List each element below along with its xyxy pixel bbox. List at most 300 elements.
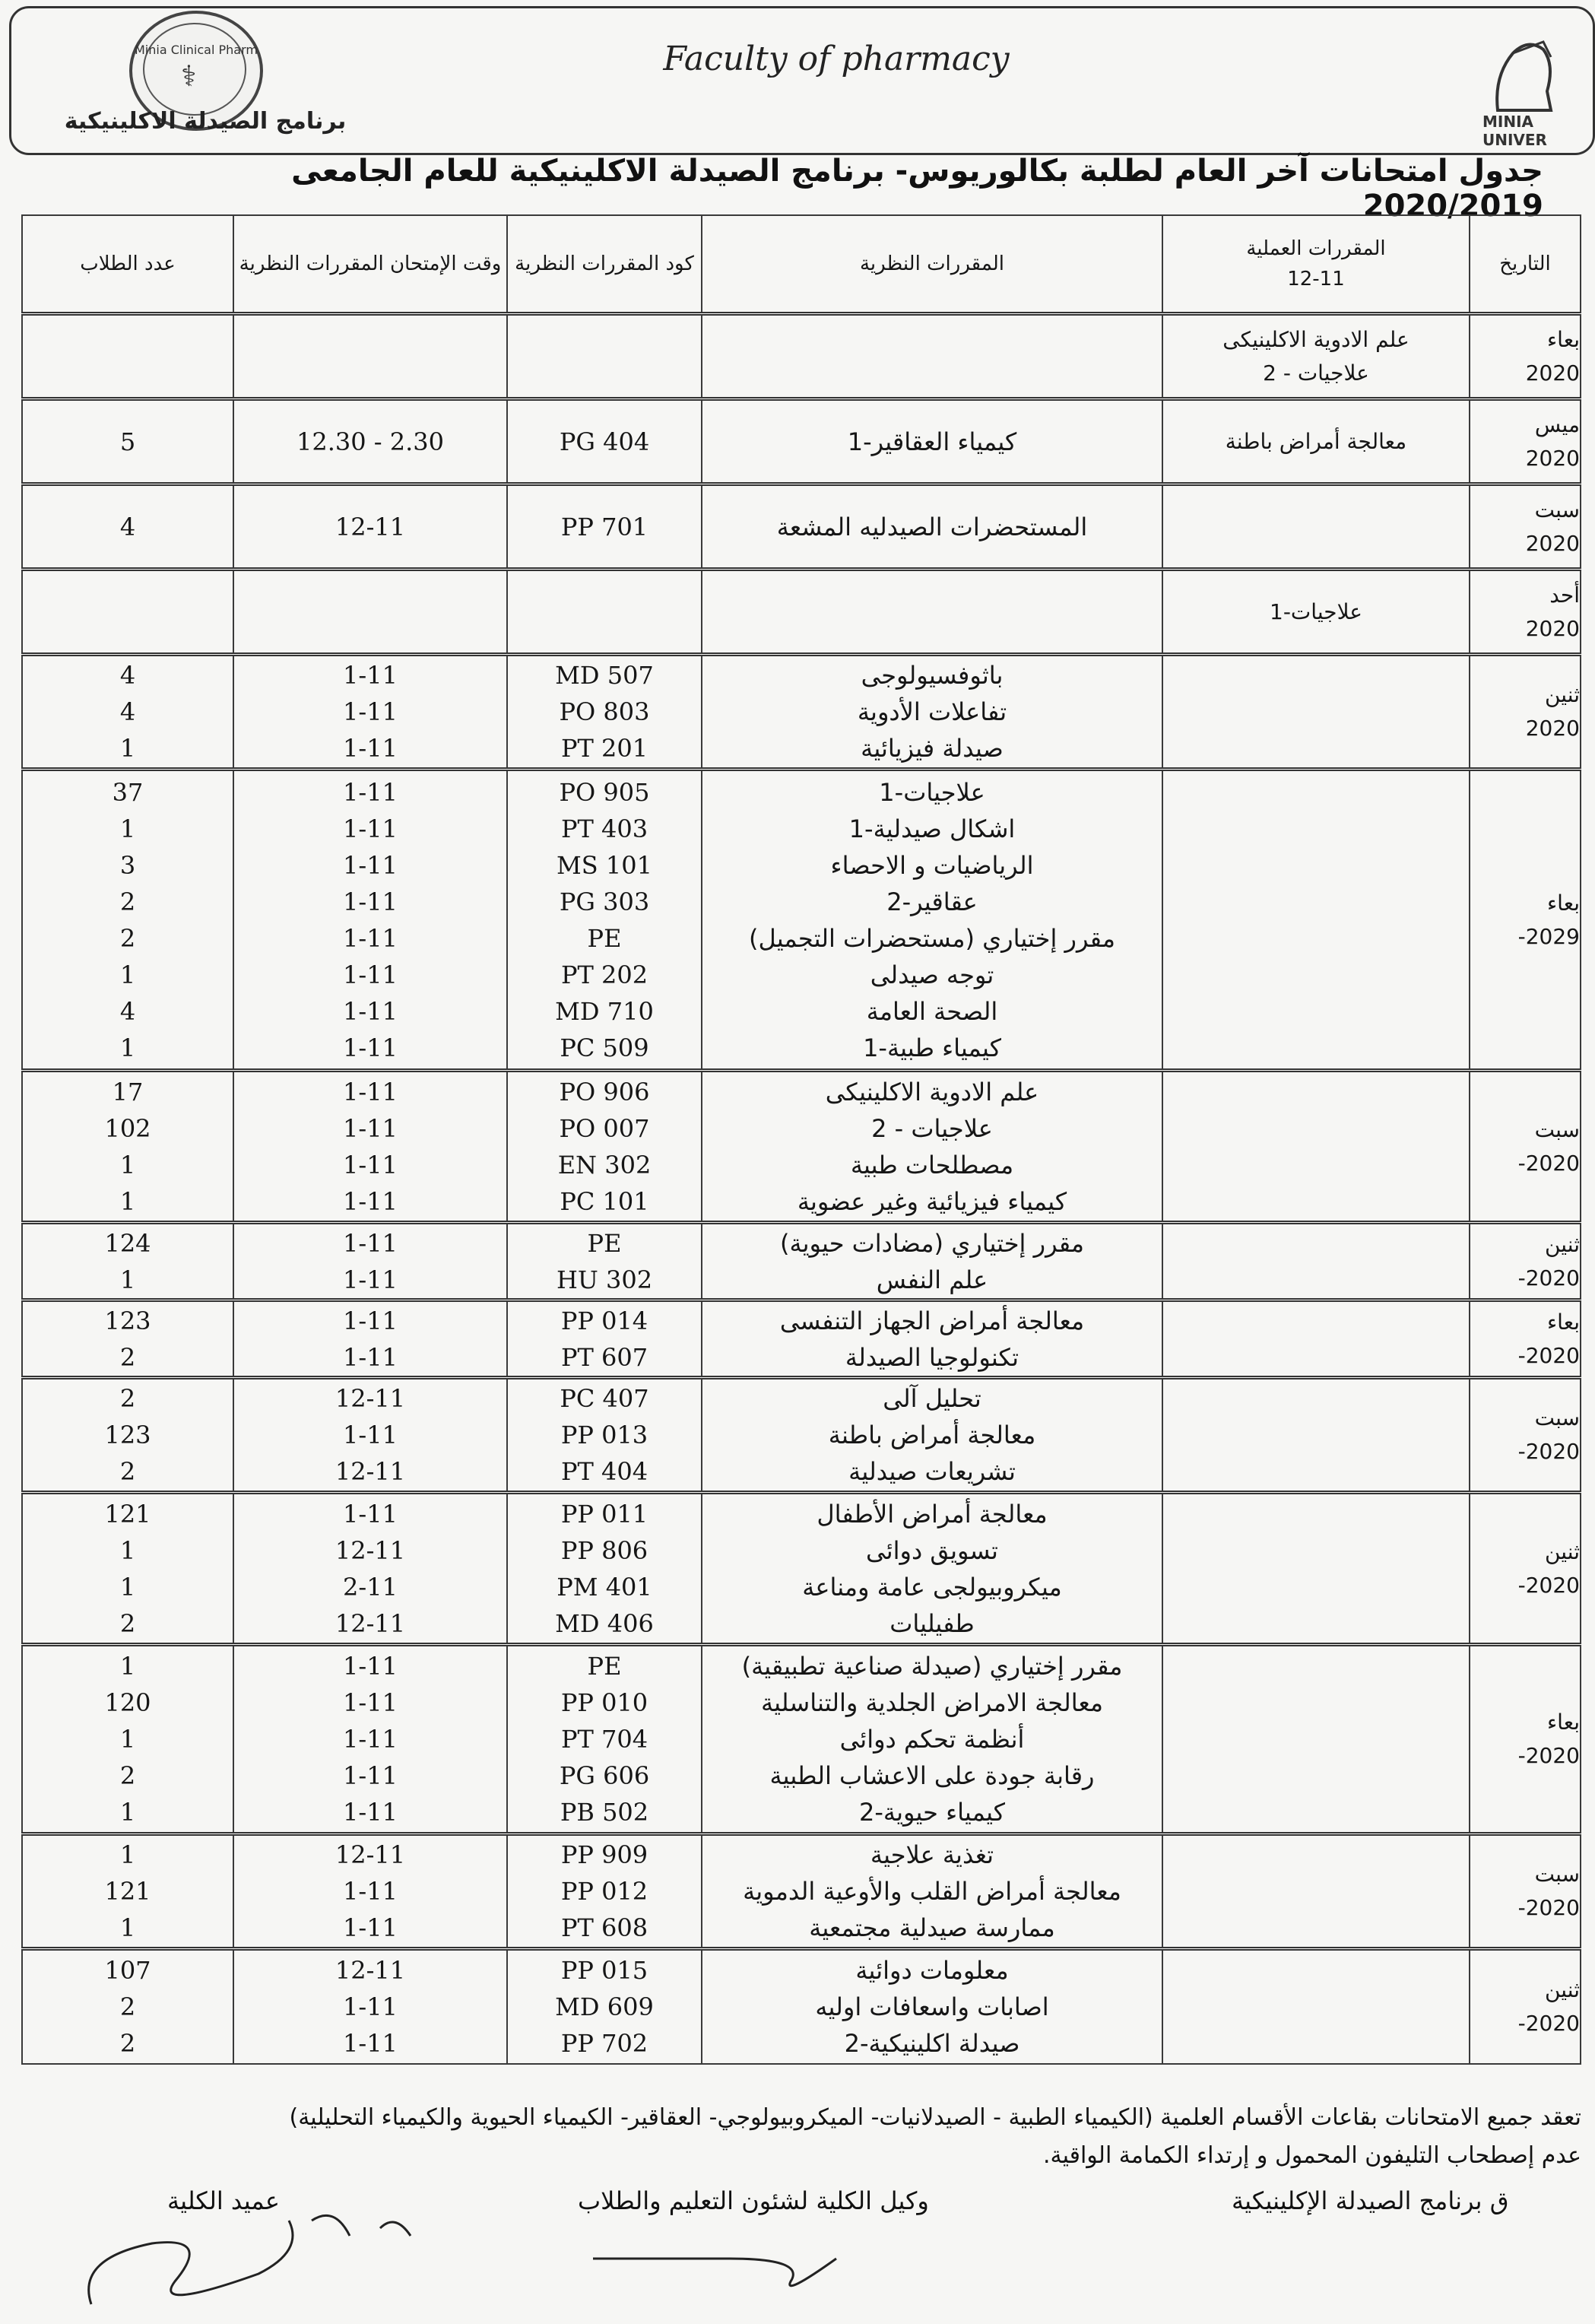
- course-code-line: PC 407: [560, 1384, 649, 1413]
- practical-course-cell: [1162, 570, 1470, 655]
- theory-course-line: علاجيات - 2: [871, 1113, 993, 1143]
- col-header-time: وقت الإمتحان المقررات النظرية: [233, 215, 507, 314]
- theory-course-line: اشكال صيدلية-1: [848, 814, 1016, 843]
- exam-time-line: 12-11: [335, 1457, 406, 1486]
- theory-course-cell: [702, 484, 1162, 570]
- date-line: بعاء: [1547, 1710, 1580, 1735]
- exam-time-cell: [233, 399, 507, 484]
- theory-course-line: كيمياء العقاقير-1: [847, 427, 1017, 456]
- course-code-line: PP 701: [560, 512, 648, 541]
- student-count-line: 4: [119, 512, 136, 541]
- course-code-cell: [507, 1378, 702, 1493]
- student-count-line: 4: [119, 697, 136, 726]
- exam-time-line: 1-11: [343, 1033, 398, 1062]
- student-count-cell: [22, 484, 233, 570]
- student-count-line: 1: [119, 1186, 136, 1216]
- table-row: [22, 1834, 1581, 1949]
- course-code-line: PE: [587, 1652, 622, 1681]
- date-line: 2020-: [1517, 2010, 1580, 2036]
- exam-time-line: 1-11: [343, 1077, 398, 1106]
- practical-course-line: علاجيات-1: [1270, 598, 1362, 624]
- theory-course-line: كيمياء فيزيائية وغير عضوية: [797, 1186, 1067, 1216]
- table-row: [22, 484, 1581, 570]
- course-code-line: MD 710: [555, 996, 654, 1026]
- exam-time-cell: [233, 484, 507, 570]
- student-count-line: 5: [119, 427, 136, 456]
- student-count-line: 1: [119, 1150, 136, 1179]
- course-code-line: PT 403: [560, 814, 648, 843]
- page-header: [0, 0, 1572, 160]
- course-code-cell: [507, 314, 702, 399]
- theory-course-line: كيمياء حيوية-2: [859, 1798, 1005, 1827]
- exam-time-line: 1-11: [343, 923, 398, 953]
- date-line: بعاء: [1547, 326, 1580, 352]
- vice-dean-signature: [578, 2228, 988, 2304]
- date-cell: [1470, 314, 1581, 399]
- exam-time-line: 1-11: [343, 2028, 398, 2058]
- student-count-line: 123: [104, 1421, 151, 1449]
- student-count-cell: [22, 314, 233, 399]
- practical-course-cell: [1162, 1300, 1470, 1378]
- practical-course-cell: [1162, 484, 1470, 570]
- course-code-line: PE: [587, 1228, 622, 1258]
- course-code-cell: [507, 1834, 702, 1949]
- col-header-theory: المقررات النظرية: [702, 215, 1162, 314]
- theory-course-line: تغذية علاجية: [870, 1840, 994, 1869]
- course-code-line: PP 806: [560, 1535, 648, 1565]
- exam-time-line: 1-11: [343, 850, 398, 880]
- theory-course-cell: [702, 1493, 1162, 1645]
- exam-time-cell: [233, 1949, 507, 2064]
- exam-time-line: 1-11: [343, 1761, 398, 1790]
- course-code-line: PO 803: [559, 697, 650, 726]
- theory-course-line: مقرر إختياري (مستحضرات التجميل): [749, 923, 1115, 953]
- course-code-line: PM 401: [557, 1572, 652, 1602]
- student-count-cell: [22, 1378, 233, 1493]
- table-row: [22, 570, 1581, 655]
- signature-dean: عميد الكلية: [167, 2186, 280, 2215]
- course-code-line: PP 011: [560, 1499, 648, 1529]
- date-line: 2020-: [1517, 1572, 1580, 1598]
- date-line: بعاء: [1547, 1309, 1580, 1335]
- date-cell: [1470, 484, 1581, 570]
- theory-course-line: اصابات واسعافات اوليه: [815, 1992, 1049, 2021]
- course-code-line: PO 007: [559, 1113, 650, 1143]
- university-name: MINIA UNIVER: [1482, 113, 1547, 149]
- date-line: 2020-: [1517, 1743, 1580, 1768]
- theory-course-line: كيمياء طبية-1: [863, 1033, 1001, 1062]
- student-count-cell: [22, 1949, 233, 2064]
- theory-course-line: تشريعات صيدلية: [848, 1457, 1016, 1486]
- course-code-cell: [507, 770, 702, 1071]
- practical-course-cell: [1162, 1834, 1470, 1949]
- student-count-line: 107: [104, 1955, 151, 1985]
- theory-course-line: الصحة العامة: [866, 996, 998, 1026]
- course-code-cell: [507, 655, 702, 770]
- exam-time-line: 1-11: [343, 1798, 398, 1827]
- course-code-line: PP 015: [560, 1955, 648, 1985]
- theory-course-line: باثوفسيولوجى: [861, 661, 1004, 690]
- faculty-title: Faculty of pharmacy: [663, 40, 1010, 78]
- table-row: [22, 770, 1581, 1071]
- student-count-cell: [22, 1493, 233, 1645]
- date-line: 2020-: [1517, 1439, 1580, 1464]
- course-code-line: PE: [587, 923, 622, 953]
- theory-course-line: معالجة أمراض الأطفال: [817, 1499, 1048, 1529]
- course-code-line: PG 404: [559, 427, 650, 456]
- note-line-1: تعقد جميع الامتحانات بقاعات الأقسام العلمية (الكيمياء الطبية - الصيدلانيات- الميكروبيولوجي- العقاقير- الكيمياء الحيوية والكيمياء التحليلية): [289, 2104, 1581, 2131]
- exam-time-line: 12.30 - 2.30: [296, 427, 444, 456]
- practical-course-line: علم الادوية الاكلينيكى: [1222, 326, 1409, 352]
- exam-time-line: 12-11: [335, 512, 406, 541]
- student-count-line: 1: [119, 814, 136, 843]
- student-count-line: 2: [119, 1457, 136, 1486]
- date-line: 2020-: [1517, 1150, 1580, 1176]
- course-code-line: PG 303: [559, 887, 650, 916]
- date-cell: [1470, 1300, 1581, 1378]
- student-count-line: 4: [119, 661, 136, 690]
- date-line: بعاء: [1547, 890, 1580, 916]
- practical-course-cell: [1162, 314, 1470, 399]
- exam-time-line: 1-11: [343, 1688, 398, 1717]
- course-code-line: PP 014: [560, 1306, 648, 1335]
- course-code-line: MS 101: [557, 850, 652, 880]
- theory-course-line: الرياضيات و الاحصاء: [830, 850, 1034, 880]
- date-line: ثنين: [1544, 1231, 1580, 1257]
- student-count-line: 3: [119, 850, 136, 880]
- theory-course-cell: [702, 1645, 1162, 1834]
- date-line: 2020-: [1517, 1895, 1580, 1920]
- course-code-line: MD 507: [555, 661, 654, 690]
- student-count-line: 1: [119, 1725, 136, 1754]
- exam-time-line: 1-11: [343, 960, 398, 989]
- exam-time-cell: [233, 314, 507, 399]
- course-code-cell: [507, 570, 702, 655]
- exam-time-line: 2-11: [343, 1572, 398, 1602]
- course-code-line: PP 702: [560, 2028, 648, 2058]
- student-count-line: 102: [104, 1113, 151, 1143]
- student-count-line: 2: [119, 887, 136, 916]
- course-code-cell: [507, 1949, 702, 2064]
- student-count-line: 17: [112, 1077, 144, 1106]
- col-header-code: كود المقررات النظرية: [507, 215, 702, 314]
- exam-time-line: 12-11: [335, 1384, 406, 1413]
- theory-course-line: معالجة أمراض الجهاز التنفسى: [779, 1306, 1085, 1335]
- theory-course-cell: [702, 399, 1162, 484]
- course-code-line: PP 012: [560, 1877, 648, 1906]
- course-code-cell: [507, 1300, 702, 1378]
- student-count-cell: [22, 1645, 233, 1834]
- theory-course-cell: [702, 1949, 1162, 2064]
- table-row: [22, 399, 1581, 484]
- table-row: [22, 655, 1581, 770]
- student-count-line: 120: [104, 1688, 151, 1717]
- course-code-line: PT 704: [560, 1725, 648, 1754]
- date-cell: [1470, 399, 1581, 484]
- table-row: [22, 1949, 1581, 2064]
- theory-course-line: ميكروبيولجى عامة ومناعة: [802, 1572, 1062, 1602]
- course-code-line: PT 404: [560, 1457, 648, 1486]
- student-count-line: 1: [119, 960, 136, 989]
- theory-course-line: ممارسة صيدلية مجتمعية: [809, 1913, 1055, 1942]
- date-cell: [1470, 770, 1581, 1071]
- date-line: سبت: [1534, 1116, 1580, 1142]
- theory-course-line: أنظمة تحكم دوائى: [839, 1725, 1025, 1754]
- student-count-line: 2: [119, 1992, 136, 2021]
- table-row: [22, 1378, 1581, 1493]
- theory-course-cell: [702, 1378, 1162, 1493]
- theory-course-line: صيدلة فيزيائية: [861, 734, 1004, 763]
- course-code-line: PB 502: [560, 1798, 649, 1827]
- exam-time-cell: [233, 1300, 507, 1378]
- student-count-line: 2: [119, 923, 136, 953]
- notes-block: [15, 2099, 1581, 2175]
- date-line: سبت: [1534, 1405, 1580, 1430]
- theory-course-line: توجه صيدلى: [870, 960, 994, 989]
- course-code-line: PP 013: [560, 1421, 648, 1449]
- course-code-cell: [507, 1071, 702, 1223]
- date-cell: [1470, 570, 1581, 655]
- course-code-line: EN 302: [557, 1150, 652, 1179]
- caduceus-icon: ⚕: [181, 59, 197, 93]
- course-code-cell: [507, 1223, 702, 1300]
- table-header-row: [22, 215, 1581, 314]
- student-count-line: 1: [119, 1572, 136, 1602]
- col-header-practical-time: 12-11: [1287, 268, 1345, 290]
- date-line: ثنين: [1544, 682, 1580, 707]
- program-name-arabic: برنامج الصيدلة الاكلينيكية: [64, 108, 347, 135]
- table-row: [22, 1300, 1581, 1378]
- exam-time-cell: [233, 1071, 507, 1223]
- exam-time-cell: [233, 1645, 507, 1834]
- date-cell: [1470, 1645, 1581, 1834]
- date-cell: [1470, 1071, 1581, 1223]
- date-line: ثنين: [1544, 1976, 1580, 2002]
- table-row: [22, 1493, 1581, 1645]
- exam-time-line: 1-11: [343, 996, 398, 1026]
- course-code-line: PT 201: [560, 734, 648, 763]
- student-count-line: 1: [119, 1840, 136, 1869]
- course-code-line: PT 202: [560, 960, 648, 989]
- practical-course-cell: [1162, 770, 1470, 1071]
- exam-time-line: 1-11: [343, 777, 398, 807]
- exam-time-line: 1-11: [343, 1186, 398, 1216]
- theory-course-line: رقابة جودة على الاعشاب الطبية: [769, 1761, 1095, 1790]
- practical-course-cell: [1162, 1223, 1470, 1300]
- theory-course-line: تكنولوجيا الصيدلة: [845, 1342, 1019, 1372]
- exam-time-line: 1-11: [343, 1228, 398, 1258]
- student-count-cell: [22, 570, 233, 655]
- student-count-line: 121: [104, 1499, 151, 1529]
- theory-course-line: معلومات دوائية: [855, 1955, 1009, 1985]
- student-count-cell: [22, 399, 233, 484]
- handwritten-signature: [61, 2190, 532, 2319]
- student-count-line: 2: [119, 2028, 136, 2058]
- date-line: 2020: [1525, 716, 1580, 741]
- signature-vice-dean: وكيل الكلية لشئون التعليم والطلاب: [578, 2186, 929, 2215]
- date-cell: [1470, 1834, 1581, 1949]
- note-line-2: عدم إصطحاب التليفون المحمول و إرتداء الكمامة الواقية.: [1042, 2142, 1581, 2169]
- exam-time-line: 1-11: [343, 1992, 398, 2021]
- theory-course-cell: [702, 770, 1162, 1071]
- student-count-line: 1: [119, 1798, 136, 1827]
- exam-time-line: 1-11: [343, 1342, 398, 1372]
- date-cell: [1470, 655, 1581, 770]
- student-count-line: 2: [119, 1761, 136, 1790]
- date-line: سبت: [1534, 1862, 1580, 1887]
- student-count-cell: [22, 1300, 233, 1378]
- exam-time-cell: [233, 1378, 507, 1493]
- student-count-cell: [22, 1223, 233, 1300]
- exam-time-line: 12-11: [335, 1535, 406, 1565]
- logo-ring-text: Minia Clinical Pharm: [135, 43, 258, 57]
- exam-time-line: 1-11: [343, 1499, 398, 1529]
- course-code-cell: [507, 484, 702, 570]
- practical-course-cell: [1162, 1071, 1470, 1223]
- theory-course-cell: [702, 1223, 1162, 1300]
- date-cell: [1470, 1949, 1581, 2064]
- col-header-practical-label: المقررات العملية: [1246, 237, 1386, 260]
- student-count-line: 1: [119, 1652, 136, 1681]
- date-line: سبت: [1534, 497, 1580, 522]
- course-code-cell: [507, 1493, 702, 1645]
- exam-time-line: 1-11: [343, 1652, 398, 1681]
- student-count-line: 123: [104, 1306, 151, 1335]
- theory-course-line: مصطلحات طبية: [850, 1150, 1014, 1179]
- theory-course-line: معالجة الامراض الجلدية والتناسلية: [760, 1688, 1104, 1717]
- theory-course-cell: [702, 1834, 1162, 1949]
- schedule-body: [22, 314, 1581, 2064]
- exam-time-line: 12-11: [335, 1840, 406, 1869]
- theory-course-cell: [702, 1300, 1162, 1378]
- theory-course-line: تسويق دوائى: [866, 1535, 998, 1565]
- practical-course-cell: [1162, 399, 1470, 484]
- date-line: ثنين: [1544, 1538, 1580, 1564]
- theory-course-line: طفيليات: [889, 1608, 975, 1638]
- date-line: 2029-: [1517, 923, 1580, 949]
- exam-time-line: 1-11: [343, 661, 398, 690]
- course-code-line: PC 509: [560, 1033, 649, 1062]
- student-count-line: 121: [104, 1877, 151, 1906]
- exam-time-line: 1-11: [343, 1913, 398, 1942]
- date-line: أحد: [1549, 582, 1580, 608]
- theory-course-line: علاجيات-1: [879, 777, 985, 807]
- theory-course-cell: [702, 655, 1162, 770]
- exam-time-line: 1-11: [343, 1725, 398, 1754]
- exam-time-cell: [233, 770, 507, 1071]
- student-count-cell: [22, 1834, 233, 1949]
- theory-course-line: معالجة أمراض باطنة: [828, 1421, 1036, 1449]
- theory-course-line: علم النفس: [876, 1265, 988, 1294]
- theory-course-cell: [702, 1071, 1162, 1223]
- student-count-line: 2: [119, 1384, 136, 1413]
- table-row: [22, 1223, 1581, 1300]
- date-line: 2020: [1525, 615, 1580, 641]
- theory-course-cell: [702, 570, 1162, 655]
- exam-time-cell: [233, 570, 507, 655]
- course-code-line: PC 101: [560, 1186, 649, 1216]
- exam-time-line: 1-11: [343, 1150, 398, 1179]
- student-count-cell: [22, 655, 233, 770]
- table-row: [22, 1071, 1581, 1223]
- date-cell: [1470, 1378, 1581, 1493]
- practical-course-cell: [1162, 1378, 1470, 1493]
- student-count-line: 1: [119, 1033, 136, 1062]
- table-row: [22, 314, 1581, 399]
- student-count-cell: [22, 770, 233, 1071]
- exam-time-line: 1-11: [343, 1265, 398, 1294]
- exam-time-line: 1-11: [343, 734, 398, 763]
- practical-course-cell: [1162, 1949, 1470, 2064]
- date-cell: [1470, 1223, 1581, 1300]
- theory-course-line: علم الادوية الاكلينيكى: [825, 1077, 1039, 1106]
- student-count-line: 4: [119, 996, 136, 1026]
- student-count-line: 1: [119, 1913, 136, 1942]
- student-count-line: 2: [119, 1608, 136, 1638]
- exam-schedule-table: [21, 214, 1581, 2065]
- exam-time-line: 1-11: [343, 814, 398, 843]
- theory-course-line: عقاقير-2: [886, 887, 978, 916]
- course-code-line: HU 302: [556, 1265, 653, 1294]
- course-code-line: MD 609: [555, 1992, 654, 2021]
- student-count-cell: [22, 1071, 233, 1223]
- course-code-line: PP 010: [560, 1688, 648, 1717]
- date-line: 2020: [1525, 360, 1580, 386]
- date-cell: [1470, 1493, 1581, 1645]
- course-code-line: PG 606: [559, 1761, 650, 1790]
- col-header-practical: [1162, 215, 1470, 314]
- practical-course-line: معالجة أمراض باطنة: [1225, 428, 1407, 454]
- date-line: ميس: [1534, 411, 1580, 437]
- date-line: 2020-: [1517, 1265, 1580, 1291]
- exam-time-cell: [233, 1493, 507, 1645]
- student-count-line: 1: [119, 1265, 136, 1294]
- exam-time-line: 1-11: [343, 697, 398, 726]
- signature-coordinator: ق برنامج الصيدلة الإكلينيكية: [1232, 2186, 1509, 2215]
- course-code-cell: [507, 1645, 702, 1834]
- exam-time-cell: [233, 655, 507, 770]
- exam-time-cell: [233, 1834, 507, 1949]
- exam-time-line: 1-11: [343, 1421, 398, 1449]
- practical-course-cell: [1162, 655, 1470, 770]
- theory-course-line: مقرر إختياري (مضادات حيوية): [779, 1228, 1085, 1258]
- exam-time-line: 12-11: [335, 1608, 406, 1638]
- course-code-line: PO 905: [559, 777, 650, 807]
- course-code-cell: [507, 399, 702, 484]
- date-line: 2020-: [1517, 1342, 1580, 1368]
- page-title: جدول امتحانات آخر العام لطلبة بكالوريوس- برنامج الصيدلة الاكلينيكية للعام الجامعى 2020/2019: [291, 154, 1543, 224]
- exam-time-line: 1-11: [343, 1113, 398, 1143]
- student-count-line: 37: [112, 777, 144, 807]
- exam-time-line: 12-11: [335, 1955, 406, 1985]
- table-row: [22, 1645, 1581, 1834]
- course-code-line: PT 608: [560, 1913, 648, 1942]
- theory-course-line: تفاعلات الأدوية: [857, 697, 1007, 726]
- practical-course-cell: [1162, 1493, 1470, 1645]
- exam-time-line: 1-11: [343, 1877, 398, 1906]
- course-code-line: PT 607: [560, 1342, 648, 1372]
- date-line: 2020: [1525, 530, 1580, 556]
- student-count-line: 2: [119, 1342, 136, 1372]
- course-code-line: MD 406: [555, 1608, 654, 1638]
- theory-course-cell: [702, 314, 1162, 399]
- course-code-line: PP 909: [560, 1840, 648, 1869]
- student-count-line: 124: [104, 1228, 151, 1258]
- practical-course-line: علاجيات - 2: [1263, 360, 1369, 386]
- student-count-line: 1: [119, 734, 136, 763]
- exam-time-line: 1-11: [343, 887, 398, 916]
- exam-time-line: 1-11: [343, 1306, 398, 1335]
